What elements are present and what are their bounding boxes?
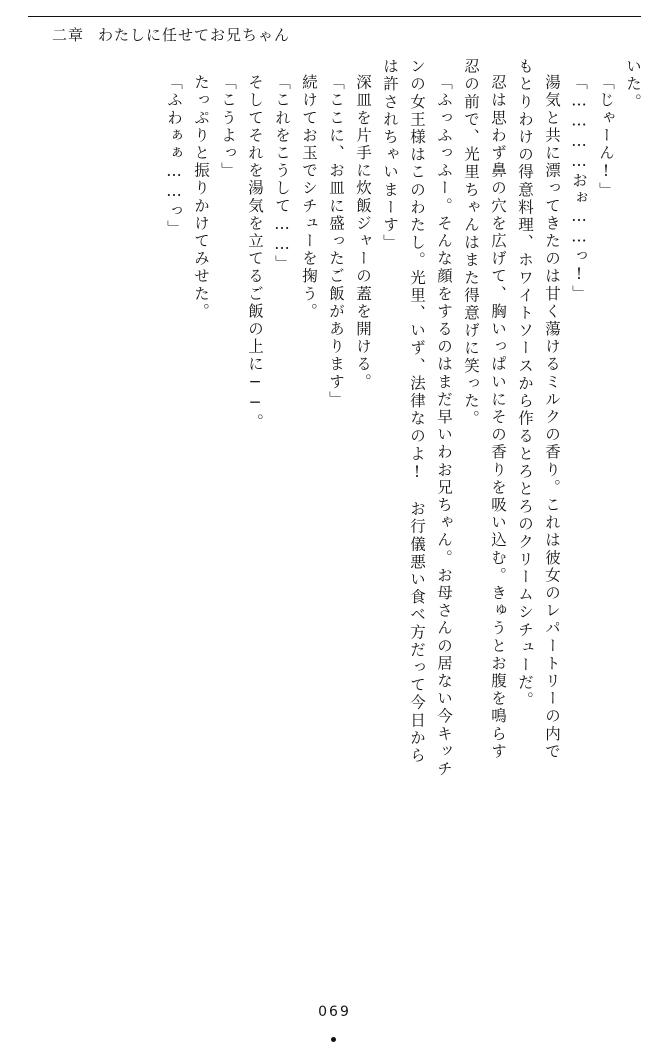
chapter-title: わたしに任せてお兄ちゃん xyxy=(98,26,291,44)
text-column: は許されちゃいまーす」 xyxy=(381,58,399,252)
text-column: 深皿を片手に炊飯ジャーの蓋を開ける。 xyxy=(354,74,372,391)
text-column: そしてそれを湯気を立てるご飯の上に──。 xyxy=(246,74,264,431)
text-column: たっぷりと振りかけてみせた。 xyxy=(192,74,210,321)
text-column: ンの女王様はこのわたし。光里、いず、法律なのよ! お行儀悪い食べ方だって今日から xyxy=(408,58,426,765)
text-column: 「ふっふっふー。そんな顔をするのはまだ早いわお兄ちゃん。お母さんの居ない今キッチ xyxy=(435,74,453,778)
text-column: 「…………おぉ……っ!」 xyxy=(570,74,588,303)
text-column: 湯気と共に漂ってきたのは甘く蕩けるミルクの香り。これは彼女のレパートリーの内で xyxy=(543,74,561,761)
text-column: 忍は思わず鼻の穴を広げて、胸いっぱいにその香りを吸い込む。きゅうとお腹を鳴らす xyxy=(489,74,507,761)
text-column: 「じゃーん!」 xyxy=(597,74,615,200)
text-column: 忍の前で、光里ちゃんはまた得意げに笑った。 xyxy=(462,58,480,428)
text-column: もとりわけの得意料理、ホワイトソースから作るとろとろのクリームシチューだ。 xyxy=(516,58,534,710)
chapter-number: 二章 xyxy=(52,26,85,44)
body-text xyxy=(30,58,640,988)
footer-dot-ornament xyxy=(331,1037,336,1042)
page-number: 069 xyxy=(318,1004,351,1020)
text-column: 「こうよっ」 xyxy=(219,74,237,180)
text-column: 続けてお玉でシチューを掬う。 xyxy=(300,74,318,321)
page-header xyxy=(52,24,290,45)
text-column: 「ふわぁぁ……っ」 xyxy=(165,74,183,238)
text-column: いた。 xyxy=(624,58,642,111)
text-column: 「これをこうして……」 xyxy=(273,74,291,273)
text-column: 「ここに、お皿に盛ったご飯があります」 xyxy=(327,74,345,409)
header-rule xyxy=(28,16,641,17)
